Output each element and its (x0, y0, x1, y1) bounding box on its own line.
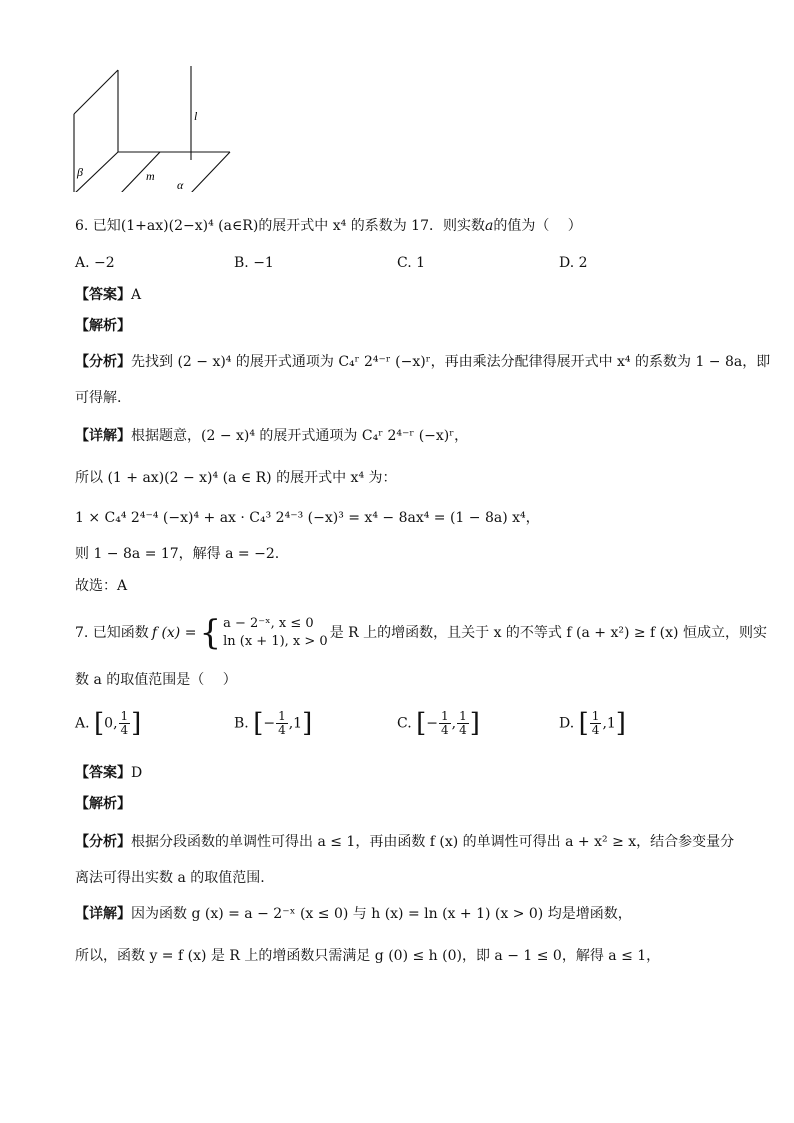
q6-stem: 6. 已知(1+ax)(2−x)⁴ (a∈R)的展开式中 x⁴ 的系数为 17．则实数a的值为（ ） (75, 218, 582, 234)
q7-option-c: C. [− $\frac{1}{4}$ , $\frac{1}{4}$ ] (397, 708, 480, 739)
q7-answer: 【答案】D (75, 765, 143, 781)
q7-option-a: A. [0, $\frac{1}{4}$ ] (75, 708, 142, 739)
q7-stem: 7. 已知函数 f (x) = { a − 2⁻ˣ, x ≤ 0 ln (x + 1), x > 0 是 R 上的增函数，且关于 x 的不等式 f (a + x²) ≥ f (x) 恒成立，则实 (75, 613, 767, 653)
q6-option-a: A. −2 (75, 255, 115, 271)
q6-detail-3: 1 × C₄⁴ 2⁴⁻⁴ (−x)⁴ + ax · C₄³ 2⁴⁻³ (−x)³ = x⁴ − 8ax⁴ = (1 − 8a) x⁴， (75, 510, 540, 526)
q6-option-c: C. 1 (397, 255, 426, 271)
beta-top-edge (74, 70, 118, 114)
q6-detail-1: 【详解】根据题意，(2 − x)⁴ 的展开式通项为 C₄ʳ 2⁴⁻ʳ (−x)ʳ， (75, 428, 469, 444)
q7-options (75, 706, 735, 750)
q6-detail-5: 故选：A (75, 578, 128, 594)
q7-fenxi-2: 离法可得出实数 a 的取值范围. (75, 870, 265, 886)
q7-detail-2: 所以，函数 y = f (x) 是 R 上的增函数只需满足 g (0) ≤ h (0)，即 a − 1 ≤ 0，解得 a ≤ 1， (75, 948, 661, 964)
geometry-figure (60, 62, 240, 192)
q7-detail-1: 【详解】因为函数 g (x) = a − 2⁻ˣ (x ≤ 0) 与 h (x) = ln (x + 1) (x > 0) 均是增函数， (75, 906, 632, 922)
label-m: m (146, 169, 155, 183)
q6-detail-2: 所以 (1 + ax)(2 − x)⁴ (a ∈ R) 的展开式中 x⁴ 为： (75, 470, 397, 486)
piecewise-function: { a − 2⁻ˣ, x ≤ 0 ln (x + 1), x > 0 (199, 613, 328, 653)
q7-fenxi-1: 【分析】根据分段函数的单调性可得出 a ≤ 1，再由函数 f (x) 的单调性可得出 a + x² ≥ x，结合参变量分 (75, 834, 735, 850)
q6-detail-4: 则 1 − 8a = 17，解得 a = −2. (75, 546, 280, 562)
q6-option-b: B. −1 (234, 255, 274, 271)
q6-fenxi-1: 【分析】先找到 (2 − x)⁴ 的展开式通项为 C₄ʳ 2⁴⁻ʳ (−x)ʳ，再由乘法分配律得展开式中 x⁴ 的系数为 1 − 8a，即 (75, 354, 771, 370)
label-l: l (194, 109, 198, 123)
label-beta: β (77, 165, 83, 179)
q6-answer: 【答案】A (75, 287, 142, 303)
q6-option-d: D. 2 (559, 255, 588, 271)
q7-stem-2: 数 a 的取值范围是（ ） (75, 672, 237, 688)
q7-option-b: B. [− $\frac{1}{4}$ ,1] (234, 708, 313, 739)
q7-option-d: D. [ $\frac{1}{4}$ ,1] (559, 708, 626, 739)
q6-fenxi-2: 可得解. (75, 390, 122, 406)
label-alpha: α (177, 178, 184, 192)
q7-analysis-heading: 【解析】 (75, 796, 131, 812)
q6-analysis-heading: 【解析】 (75, 318, 131, 334)
alpha-right-edge (190, 152, 230, 192)
